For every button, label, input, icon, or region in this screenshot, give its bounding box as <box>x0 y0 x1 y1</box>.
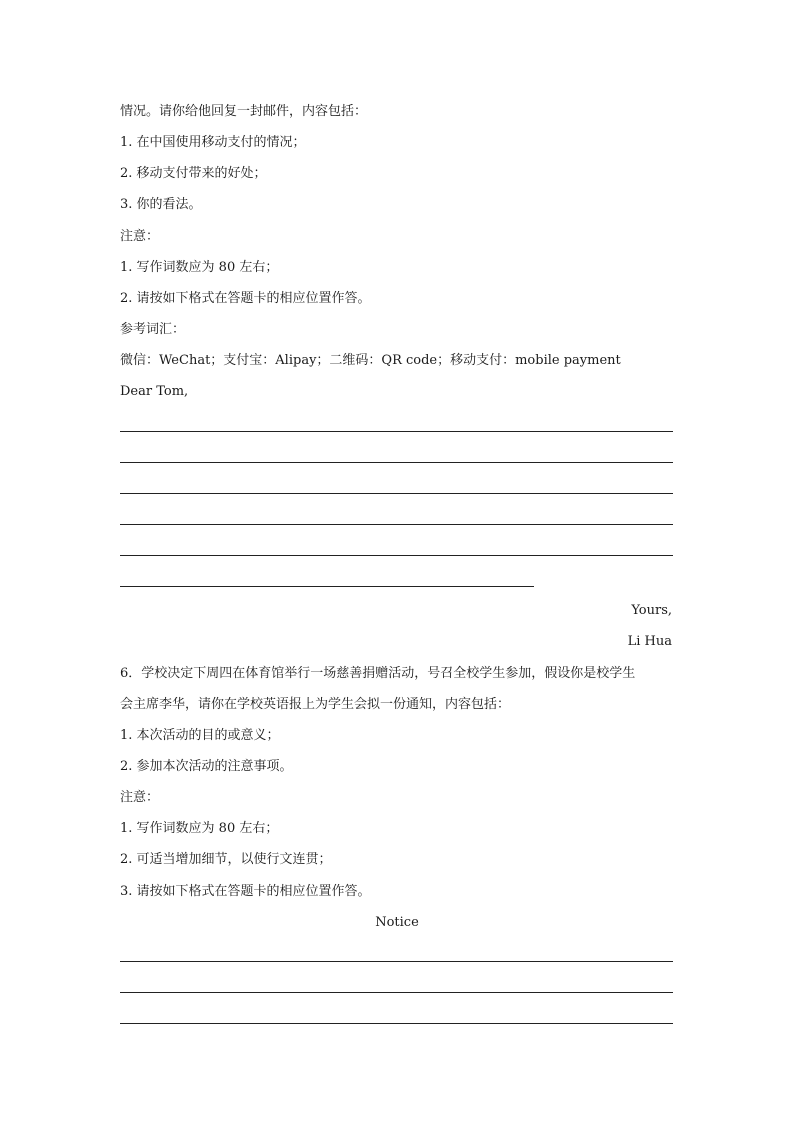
answer-line[interactable] <box>120 462 673 463</box>
notice-prompt-line-2: 会主席李华，请你在学校英语报上为学生会拟一份通知，内容包括： <box>120 697 511 712</box>
email-notes-title: 注意： <box>120 229 160 244</box>
answer-line[interactable] <box>120 992 673 993</box>
email-signature: Li Hua <box>627 634 672 649</box>
email-salutation: Dear Tom, <box>120 384 189 399</box>
answer-line[interactable] <box>120 961 673 962</box>
notice-point-2: 2. 参加本次活动的注意事项。 <box>120 759 293 774</box>
notice-note-3: 3. 请按如下格式在答题卡的相应位置作答。 <box>120 884 371 899</box>
answer-line[interactable] <box>120 431 673 432</box>
email-point-3: 3. 你的看法。 <box>120 197 202 212</box>
notice-note-1: 1. 写作词数应为 80 左右； <box>120 821 279 836</box>
notice-point-1: 1. 本次活动的目的或意义； <box>120 728 280 743</box>
notice-heading: Notice <box>375 915 419 930</box>
notice-prompt-line-1: 6．学校决定下周四在体育馆举行一场慈善捐赠活动，号召全校学生参加，假设你是校学生 <box>120 666 636 681</box>
vocab-title: 参考词汇： <box>120 322 186 337</box>
answer-line[interactable] <box>120 555 673 556</box>
email-note-1: 1. 写作词数应为 80 左右； <box>120 260 279 275</box>
email-note-2: 2. 请按如下格式在答题卡的相应位置作答。 <box>120 291 371 306</box>
answer-line[interactable] <box>120 1023 673 1024</box>
answer-line[interactable] <box>120 493 673 494</box>
answer-line-short[interactable] <box>120 586 534 587</box>
answer-line[interactable] <box>120 524 673 525</box>
notice-note-2: 2. 可适当增加细节，以使行文连贯； <box>120 852 332 867</box>
email-task-intro: 情况。请你给他回复一封邮件，内容包括： <box>120 104 368 119</box>
email-point-1: 1. 在中国使用移动支付的情况； <box>120 135 306 150</box>
vocab-list: 微信：WeChat；支付宝：Alipay；二维码：QR code；移动支付：mobile payment <box>120 353 621 368</box>
email-closing: Yours, <box>631 603 672 618</box>
notice-notes-title: 注意： <box>120 790 160 805</box>
email-point-2: 2. 移动支付带来的好处； <box>120 166 267 181</box>
